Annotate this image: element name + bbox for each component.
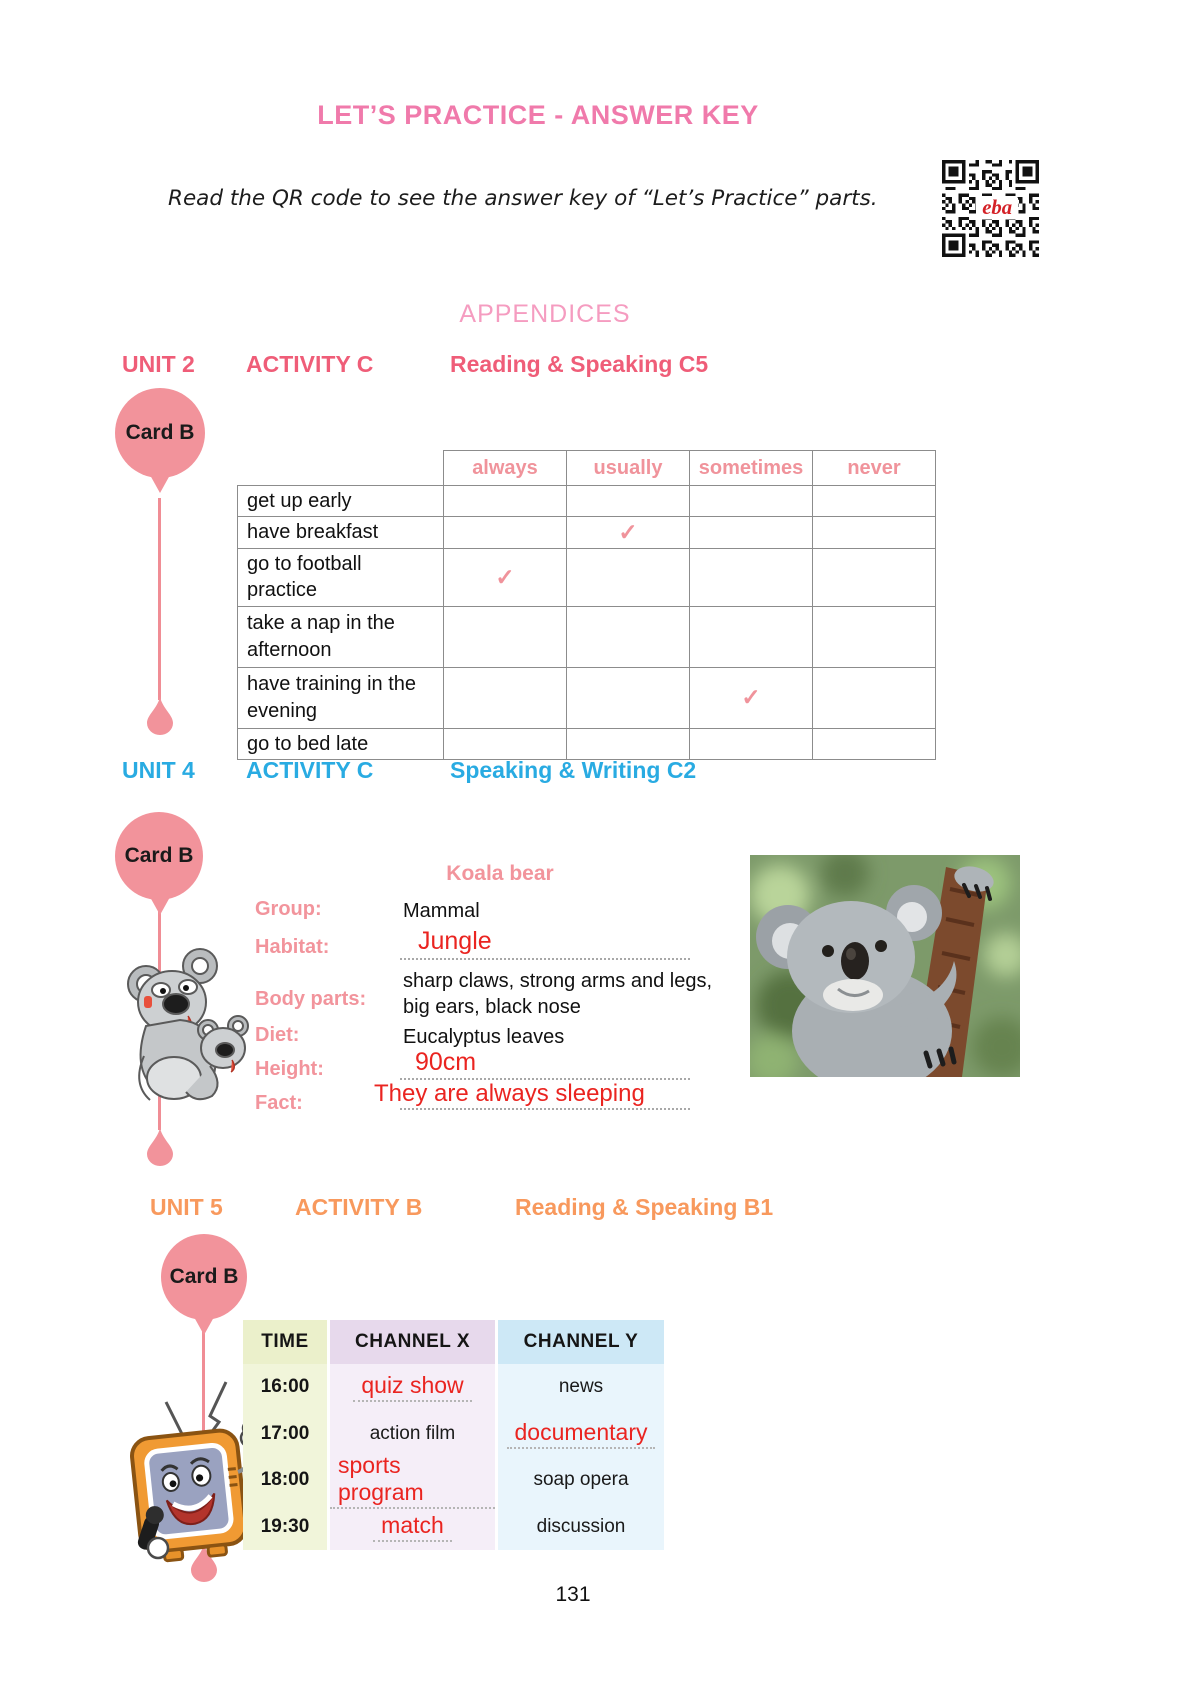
dotted-line [400,1108,690,1110]
check-cell [444,517,567,548]
field-value-diet: Eucalyptus leaves [403,1026,565,1048]
unit4-label: UNIT 4 [122,757,195,783]
table-corner [238,451,444,486]
field-label-bodyparts: Body parts: [255,988,367,1010]
qr-code-image [942,160,1039,257]
answer-program: documentary [507,1419,656,1449]
channel-y-column [498,1320,664,1550]
check-mark: ✓ [690,667,813,728]
unit2-activity-label: ACTIVITY C [246,351,374,377]
field-label-habitat: Habitat: [255,936,330,958]
answer-program: match [373,1512,452,1542]
check-cell [567,606,690,667]
check-cell [444,728,567,759]
column-header-always: always [444,451,567,486]
check-cell [567,667,690,728]
table-row [238,486,936,517]
balloon-knot [150,897,170,915]
time-value: 16:00 [260,1376,310,1398]
qr-code [942,160,1039,257]
koala-cartoon [114,926,254,1122]
card-b-label: Card B [125,421,195,444]
tv-schedule-table [243,1320,664,1550]
card-b-balloon [161,1234,247,1320]
check-cell [444,667,567,728]
answer-value-fact: They are always sleeping [374,1080,645,1107]
field-label-fact: Fact: [255,1092,303,1114]
koala-photo [750,855,1020,1077]
check-cell [690,486,813,517]
animal-card-title: Koala bear [446,862,554,885]
time-value: 18:00 [260,1469,310,1491]
answer-program: quiz show [353,1372,471,1402]
page-number: 131 [555,1583,591,1606]
check-cell [567,548,690,606]
unit5-subtitle: Reading & Speaking B1 [515,1194,774,1220]
check-cell [813,486,936,517]
appendices-title: APPENDICES [459,300,631,328]
balloon-knot [150,475,170,493]
balloon-drop [147,697,173,735]
check-cell [813,606,936,667]
check-cell [444,486,567,517]
activity-label: take a nap in the afternoon [238,606,444,667]
time-value: 17:00 [260,1422,310,1444]
activity-label: get up early [238,486,444,517]
table-row [238,728,936,759]
check-cell [813,517,936,548]
check-cell [444,606,567,667]
qr-instruction: Read the QR code to see the answer key of “Let’s Practice” parts. [168,186,878,211]
check-cell [690,606,813,667]
check-cell [813,728,936,759]
answer-value-height: 90cm [415,1048,477,1076]
unit2-label: UNIT 2 [122,351,195,377]
field-value-bodyparts: sharp claws, strong arms and legs, big ears, black nose [403,970,713,1018]
answer-program: sports program [330,1452,495,1509]
field-label-group: Group: [255,898,322,920]
column-header-channel-y: CHANNEL Y [498,1320,664,1364]
check-cell [690,728,813,759]
unit5-activity-label: ACTIVITY B [295,1194,423,1220]
check-cell [690,548,813,606]
balloon-drop [147,1128,173,1166]
table-row [238,517,936,548]
check-cell [813,548,936,606]
time-value: 19:30 [260,1515,310,1537]
field-value-group: Mammal [403,900,480,922]
program-value: soap opera [533,1469,629,1491]
column-header-never: never [813,451,936,486]
time-column [243,1320,327,1550]
unit5-label: UNIT 5 [150,1194,223,1220]
table-row [238,548,936,606]
card-b-balloon [115,388,205,478]
unit4-activity-label: ACTIVITY C [246,757,374,783]
qr-logo: eba [982,197,1013,220]
activity-label: go to football practice [238,548,444,606]
table-row [238,606,936,667]
column-header-channel-x: CHANNEL X [330,1320,495,1364]
frequency-table [237,450,936,760]
program-value: news [558,1376,604,1398]
activity-label: have training in the evening [238,667,444,728]
balloon-knot [194,1317,214,1335]
answer-value-habitat: Jungle [418,927,492,955]
column-header-usually: usually [567,451,690,486]
check-cell [690,517,813,548]
card-b-label: Card B [124,844,194,867]
activity-label: go to bed late [238,728,444,759]
check-mark: ✓ [444,548,567,606]
dotted-line [400,958,690,960]
unit4-subtitle: Speaking & Writing C2 [450,757,697,783]
page-title: LET’S PRACTICE - ANSWER KEY [317,100,759,130]
activity-label: have breakfast [238,517,444,548]
card-b-balloon [115,812,203,900]
check-cell [813,667,936,728]
column-header-sometimes: sometimes [690,451,813,486]
check-mark: ✓ [567,517,690,548]
field-label-height: Height: [255,1058,324,1080]
card-b-label: Card B [169,1265,239,1288]
table-row [238,667,936,728]
check-cell [567,728,690,759]
field-label-diet: Diet: [255,1024,300,1046]
balloon-string [158,498,161,700]
column-header-time: TIME [243,1320,327,1364]
check-cell [567,486,690,517]
program-value: action film [369,1422,456,1444]
unit2-subtitle: Reading & Speaking C5 [450,351,709,377]
program-value: discussion [536,1515,626,1537]
channel-x-column [330,1320,495,1550]
